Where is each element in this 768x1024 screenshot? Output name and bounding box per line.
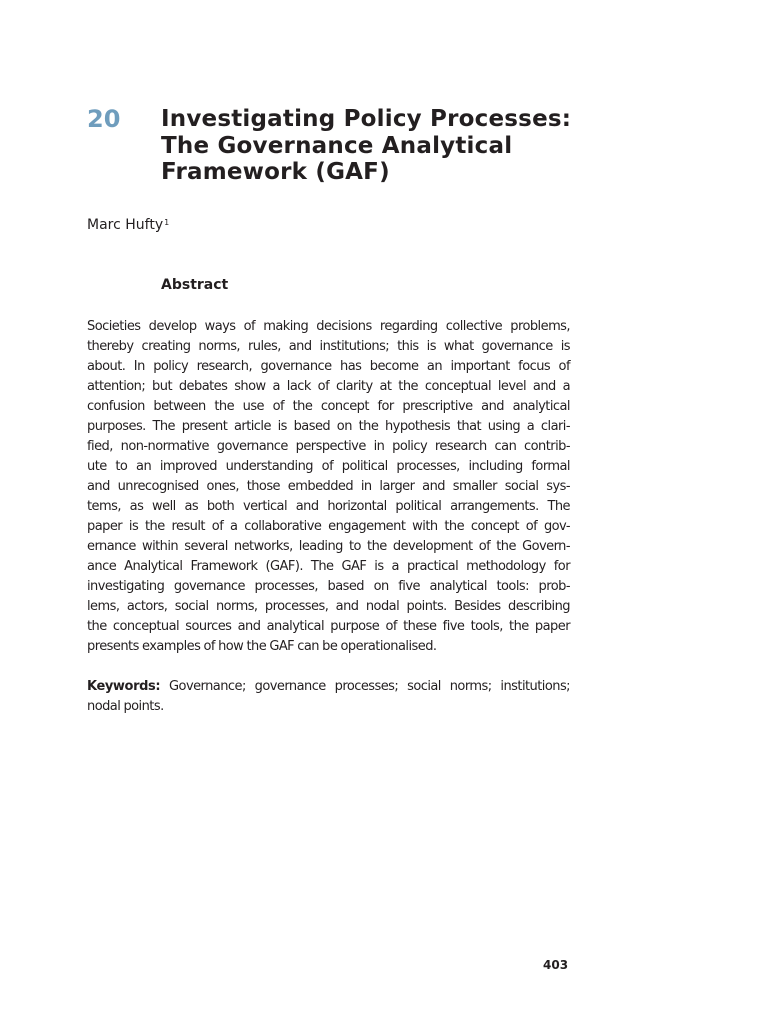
abstract-line: purposes. The present article is based on the hypothesis that using a clari-	[87, 419, 570, 434]
abstract-line: ute to an improved understanding of political processes, including formal	[87, 459, 570, 474]
abstract-line: paper is the result of a collaborative engagement with the concept of gov-	[87, 519, 570, 534]
abstract-line: investigating governance processes, based on five analytical tools: prob-	[87, 579, 570, 594]
keywords-line: nodal points.	[87, 699, 164, 714]
abstract-heading: Abstract	[161, 277, 229, 293]
abstract-line: confusion between the use of the concept for prescriptive and analytical	[87, 399, 570, 414]
footnote-marker[interactable]: 1	[164, 218, 170, 227]
chapter-number: 20	[87, 105, 121, 133]
chapter-title	[161, 106, 601, 186]
author-name-text: Marc Hufty	[87, 217, 164, 233]
keywords-list: Governance; governance processes; social norms; institutions;	[169, 679, 570, 694]
keywords-label: Keywords:	[87, 679, 161, 694]
chapter-title-line: Framework (GAF)	[161, 159, 390, 185]
author-name	[87, 217, 169, 233]
abstract-line: presents examples of how the GAF can be operationalised.	[87, 639, 437, 654]
abstract-line: and unrecognised ones, those embedded in larger and smaller social sys-	[87, 479, 570, 494]
page-number: 403	[543, 958, 569, 972]
chapter-title-line: Investigating Policy Processes:	[161, 106, 572, 132]
abstract-line: about. In policy research, governance has become an important focus of	[87, 359, 570, 374]
keywords	[87, 677, 570, 717]
abstract-line: Societies develop ways of making decisions regarding collective problems,	[87, 319, 570, 334]
abstract-line: lems, actors, social norms, processes, and nodal points. Besides describing	[87, 599, 570, 614]
abstract-line: ernance within several networks, leading to the development of the Govern-	[87, 539, 570, 554]
abstract-body	[87, 317, 570, 657]
abstract-line: fied, non-normative governance perspective in policy research can contrib-	[87, 439, 570, 454]
abstract-line: ance Analytical Framework (GAF). The GAF is a practical methodology for	[87, 559, 570, 574]
keywords-line	[87, 677, 570, 697]
abstract-line: the conceptual sources and analytical purpose of these five tools, the paper	[87, 619, 570, 634]
abstract-line: thereby creating norms, rules, and institutions; this is what governance is	[87, 339, 570, 354]
abstract-line: attention; but debates show a lack of clarity at the conceptual level and a	[87, 379, 570, 394]
abstract-line: tems, as well as both vertical and horizontal political arrangements. The	[87, 499, 570, 514]
chapter-title-line: The Governance Analytical	[161, 132, 513, 159]
